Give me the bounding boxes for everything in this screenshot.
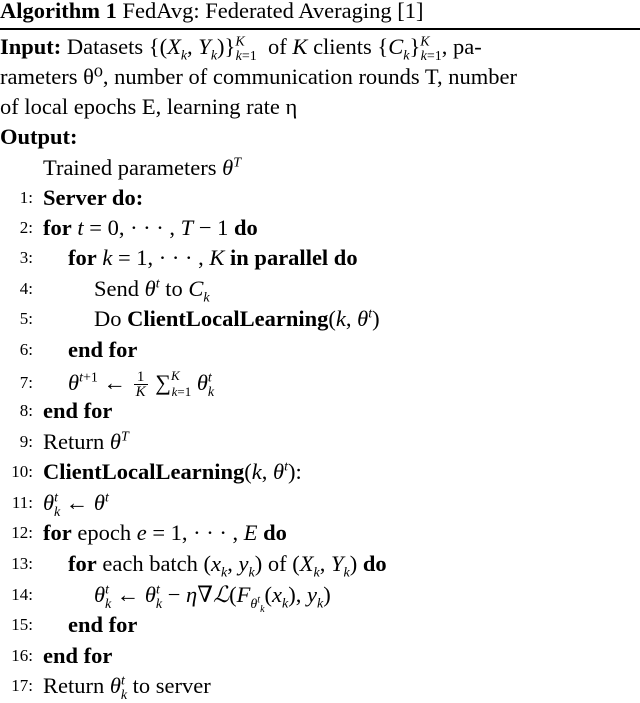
- algo-line-13: 13: for each batch ($x_k$, $y_k$) of ($X_k$, $Y_k$) do: [11, 551, 387, 581]
- top-rule: [0, 28, 640, 30]
- algorithm-label: Algorithm 1: [0, 0, 117, 23]
- input-line-2: rameters θ⁰, number of communication rounds T, number: [0, 64, 517, 89]
- fraction-1-over-K: $\frac{1}{K}$: [135, 369, 146, 401]
- algo-line-12: 12: for epoch e = 1, · · · , E do: [11, 520, 287, 545]
- algo-line-10: 10: ClientLocalLearning(k, $\theta^t$):: [11, 459, 302, 484]
- algo-line-14: 14: $\theta^t_k$ ← $\theta^t_k$ − $\eta\nabla ℒ(F_{\theta^t_k}(x_k)$, $y_k$): [11, 582, 331, 615]
- algo-line-7: 7: $\theta^{t+1}$ ← $\frac{1}{K}$ ∑$^K_{k=1}$ $\theta^t_k$: [19, 367, 215, 401]
- algo-line-11: 11: $\theta^t_k$ ← $\theta^t$: [11, 490, 109, 520]
- algo-line-3: 3: for k = 1, · · · , K in parallel do: [19, 245, 358, 270]
- algo-line-16: 16: end for: [11, 643, 113, 668]
- algorithm-title: FedAvg: Federated Averaging [1]: [122, 0, 424, 23]
- output-line: [0, 122, 640, 152]
- algo-line-5: 5: Do ClientLocalLearning(k, $\theta^t$): [19, 306, 380, 331]
- output-label: Output:: [0, 124, 78, 149]
- algo-line-8: 8: end for: [19, 398, 113, 423]
- output-text-line: Trained parameters $\theta^T$: [43, 155, 241, 180]
- algorithm-title-row: [0, 0, 640, 26]
- algo-line-4: 4: Send $\theta^t$ to $C_k$: [19, 276, 210, 306]
- algo-line-2: 2: for t = 0, · · · , T − 1 do: [19, 215, 258, 240]
- input-line-3: of local epochs E, learning rate η: [0, 94, 298, 119]
- algo-line-15: 15: end for: [11, 612, 138, 637]
- algo-line-6: 6: end for: [19, 337, 138, 362]
- algo-line-1: 1: Server do:: [19, 185, 144, 210]
- algo-line-9: 9: Return $\theta^T$: [19, 429, 129, 454]
- input-line-1: Input: Datasets {($X_k$, $Y_k)\}^K_{k=1}$ of K clients $\{C_k\}^K_{k=1}$, pa-: [0, 34, 482, 64]
- algo-line-17: 17: Return $\theta^t_k$ to server: [11, 673, 211, 703]
- input-label: Input:: [0, 34, 62, 59]
